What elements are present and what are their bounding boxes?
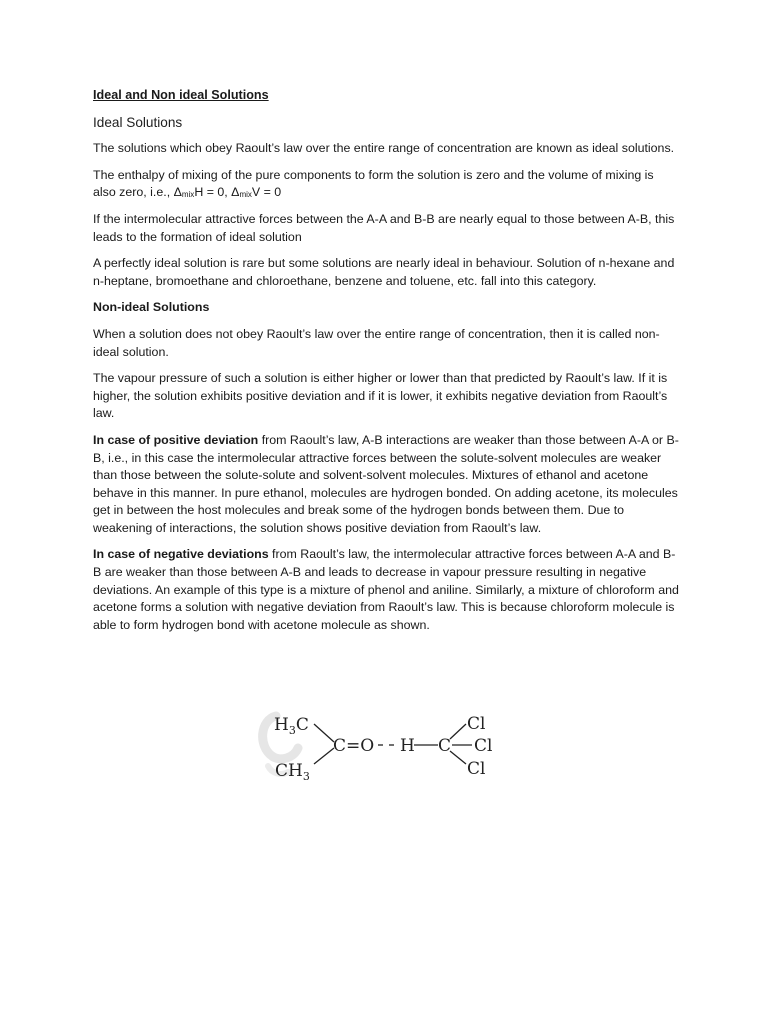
- mix-subscript: mix: [181, 190, 195, 200]
- bond-line: [314, 724, 334, 742]
- acetone-chloroform-structure: [258, 702, 508, 788]
- paragraph-examples: A perfectly ideal solution is rare but some solutions are nearly ideal in behaviour. Solution of n-hexane and n-heptane, bromoethane and chloroethane, benzene and toluene, etc. fall into this category.: [93, 256, 675, 288]
- positive-deviation-lead: In case of positive deviation: [93, 432, 259, 447]
- bond-line: [314, 748, 334, 764]
- paragraph-non-ideal-definition: When a solution does not obey Raoult’s law over the entire range of concentration, then it is called non-ideal solution.: [93, 326, 660, 359]
- delta-symbol: Δ: [231, 185, 240, 200]
- carbonyl-group: C=O: [333, 736, 375, 756]
- chlorine-atom-middle: Cl: [474, 736, 493, 756]
- paragraph-positive-deviation: [93, 432, 679, 538]
- hydrogen-bond-figure: [258, 702, 508, 788]
- enthalpy-equation: H = 0,: [194, 185, 232, 200]
- heading-non-ideal-solutions: Non-ideal Solutions: [93, 300, 210, 315]
- bond-line: [450, 751, 466, 764]
- enthalpy-text: The enthalpy of mixing of the pure components to form the solution is zero and the volume of mixing is also zero, i.e.,: [93, 167, 654, 200]
- paragraph-enthalpy: [93, 167, 679, 202]
- bond-line: [450, 724, 466, 739]
- paragraph-vapour-pressure: The vapour pressure of such a solution is either higher or lower than that predicted by Raoult’s law. If it is higher, the solution exhibits positive deviation and if it is lower, it exhibits negative deviation from Raoult’s law.: [93, 371, 668, 421]
- paragraph-ideal-definition: The solutions which obey Raoult’s law over the entire range of concentration are known as ideal solutions.: [93, 141, 675, 156]
- chlorine-atom-top: Cl: [467, 714, 486, 734]
- methyl-group-bottom: $CH_3$: [275, 761, 310, 783]
- hydrogen-atom: H: [400, 736, 415, 756]
- paragraph-intermolecular: If the intermolecular attractive forces between the A-A and B-B are nearly equal to those between A-B, this leads to the formation of ideal solution: [93, 211, 675, 244]
- positive-deviation-text: from Raoult’s law, A-B interactions are weaker than those between A-A or B-B, i.e., in this case the intermolecular attractive forces between the solute-solvent molecules are weaker than those between the solute-solute and solvent-solvent molecules. Mixtures of ethanol and acetone behave in this manner. In pure ethanol, molecules are hydrogen bonded. On adding acetone, its molecules get in between the host molecules and break some of the hydrogen bonds between them. Due to weakening of interactions, the solution shows positive deviation from Raoult’s law.: [93, 432, 679, 535]
- negative-deviation-text: from Raoult’s law, the intermolecular attractive forces between A-A and B-B are weaker than those between A-B and leads to decrease in vapour pressure resulting in negative deviations. An example of this type is a mixture of phenol and aniline. Similarly, a mixture of chloroform and acetone forms a solution with negative deviation from Raoult’s law. This is because chloroform molecule is able to form hydrogen bond with acetone molecule as shown.: [93, 547, 679, 632]
- methyl-group-top: $H_3C$: [274, 715, 309, 737]
- negative-deviation-lead: In case of negative deviations: [93, 547, 269, 562]
- chlorine-atom-bottom: Cl: [467, 759, 486, 779]
- delta-symbol: Δ: [173, 185, 182, 200]
- chloroform-carbon: C: [438, 736, 452, 756]
- mix-subscript: mix: [239, 190, 252, 200]
- paragraph-negative-deviation: [93, 546, 679, 634]
- document-title: Ideal and Non ideal Solutions: [93, 88, 269, 102]
- heading-ideal-solutions: Ideal Solutions: [93, 114, 183, 130]
- document-body: [93, 87, 679, 643]
- volume-equation: V = 0: [251, 185, 282, 200]
